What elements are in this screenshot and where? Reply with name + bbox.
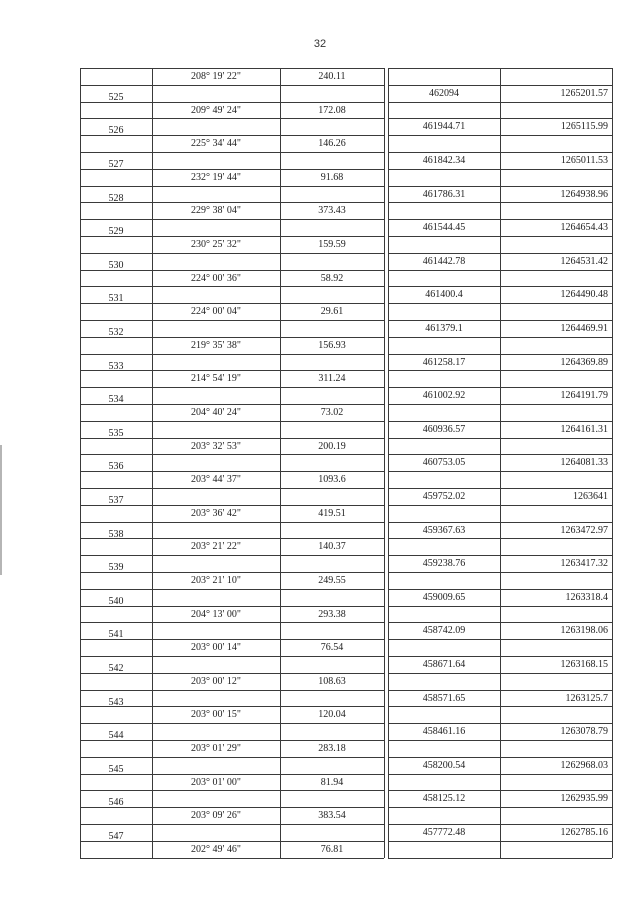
coordinate-y xyxy=(500,155,612,167)
coordinate-y-value: 1263198.06 xyxy=(560,625,608,637)
point-number: 529 xyxy=(108,226,124,238)
coordinate-y xyxy=(500,693,612,705)
table-row-line xyxy=(388,370,612,371)
table-row-line xyxy=(80,824,384,825)
direction-angle: 203° 00' 14" xyxy=(191,642,241,654)
coordinate-y-value: 1264938.96 xyxy=(560,188,608,200)
point-number: 543 xyxy=(108,696,124,708)
table-row-line xyxy=(80,522,384,523)
segment-length: 76.81 xyxy=(320,843,344,855)
coordinate-y-value: 1263318.4 xyxy=(565,591,608,603)
coordinate-y-value: 1263641 xyxy=(573,491,608,502)
direction-angle: 202° 49' 46" xyxy=(191,843,241,855)
coordinate-y xyxy=(500,491,612,503)
coordinate-x: 458742.09 xyxy=(422,625,466,637)
coordinate-x: 461786.31 xyxy=(422,188,466,200)
direction-angle: 229° 38' 04" xyxy=(191,205,241,217)
direction-angle: 203° 00' 12" xyxy=(191,675,241,687)
point-number: 538 xyxy=(108,528,124,540)
coordinate-y-value: 1264369.89 xyxy=(560,356,608,368)
table-row-line xyxy=(388,320,612,321)
point-number: 530 xyxy=(108,259,124,271)
segment-length: 249.55 xyxy=(318,575,346,586)
table-row-line xyxy=(80,555,384,556)
direction-angle: 203° 01' 00" xyxy=(191,776,241,788)
coordinate-y-value: 1263078.79 xyxy=(560,726,608,738)
coordinate-y xyxy=(500,793,612,805)
coordinate-x: 457772.48 xyxy=(422,827,466,838)
table-row-line xyxy=(80,454,384,455)
segment-length: 140.37 xyxy=(318,541,346,553)
segment-length: 76.54 xyxy=(320,642,344,654)
segment-length: 120.04 xyxy=(318,709,346,721)
direction-angle: 203° 01' 29" xyxy=(191,743,241,754)
table-row-line xyxy=(388,303,612,304)
table-row-line xyxy=(80,387,384,388)
table-row-line xyxy=(388,438,612,439)
coordinate-y-value: 1264531.42 xyxy=(560,255,608,267)
direction-angle: 208° 19' 22" xyxy=(191,71,241,82)
coordinate-y xyxy=(500,558,612,570)
direction-angle: 224° 00' 36" xyxy=(191,272,241,284)
coordinate-y-value: 1262935.99 xyxy=(560,793,608,805)
segment-length: 156.93 xyxy=(318,339,346,351)
coordinate-y-value: 1264161.31 xyxy=(560,423,608,435)
table-row-line xyxy=(388,471,612,472)
coordinate-y-value: 1263168.15 xyxy=(560,659,608,670)
coordinate-x: 459367.63 xyxy=(422,524,466,536)
table-row-line xyxy=(388,522,612,523)
segment-length: 29.61 xyxy=(320,306,344,318)
coordinate-x: 458671.64 xyxy=(422,659,466,670)
direction-angle: 230° 25' 32" xyxy=(191,239,241,250)
point-number: 544 xyxy=(108,730,124,742)
coordinate-y-value: 1264654.43 xyxy=(560,222,608,234)
segment-length: 58.92 xyxy=(320,272,344,284)
point-number: 532 xyxy=(108,327,124,338)
table-row-line xyxy=(80,286,384,287)
table-row-line xyxy=(80,858,384,859)
coordinate-y-value: 1262785.16 xyxy=(560,827,608,838)
point-number: 528 xyxy=(108,192,124,204)
table-row-line xyxy=(80,656,384,657)
table-row-line xyxy=(80,186,384,187)
table-row-line xyxy=(80,68,384,69)
table-row-line xyxy=(80,354,384,355)
table-row-line xyxy=(388,723,612,724)
direction-angle: 224° 00' 04" xyxy=(191,306,241,318)
coordinate-y xyxy=(500,424,612,436)
table-row-line xyxy=(388,690,612,691)
table-row-line xyxy=(80,219,384,220)
coordinate-y-value: 1264490.48 xyxy=(560,289,608,301)
coordinate-y-value: 1262968.03 xyxy=(560,759,608,771)
table-row-line xyxy=(388,555,612,556)
coordinate-y-value: 1265011.53 xyxy=(560,155,608,166)
direction-angle: 203° 09' 26" xyxy=(191,810,241,822)
point-number: 531 xyxy=(108,293,124,305)
direction-angle: 203° 21' 22" xyxy=(191,541,241,553)
table-row-line xyxy=(388,118,612,119)
coordinate-y-value: 1265115.99 xyxy=(560,121,608,133)
coordinate-y xyxy=(500,457,612,469)
table-row-line xyxy=(388,102,612,103)
point-number: 542 xyxy=(108,663,124,674)
direction-angle: 203° 00' 15" xyxy=(191,709,241,721)
table-row-line xyxy=(388,68,612,69)
table-row-line xyxy=(80,85,384,86)
table-row-line xyxy=(80,757,384,758)
coordinate-y xyxy=(500,390,612,402)
coordinate-x: 458200.54 xyxy=(422,759,466,771)
table-row-line xyxy=(80,690,384,691)
table-row-line xyxy=(80,152,384,153)
table-row-line xyxy=(388,706,612,707)
coordinate-y xyxy=(500,760,612,772)
coordinate-x: 462094 xyxy=(429,87,459,99)
table-row-line xyxy=(388,286,612,287)
table-row-line xyxy=(80,118,384,119)
coordinate-x: 461379.1 xyxy=(425,323,463,334)
coordinate-x: 461944.71 xyxy=(422,121,466,133)
direction-angle: 225° 34' 44" xyxy=(191,138,241,150)
table-row-line xyxy=(388,387,612,388)
segment-length: 108.63 xyxy=(318,675,346,687)
coordinate-x: 461400.4 xyxy=(425,289,463,301)
segment-length: 91.68 xyxy=(320,171,344,183)
point-number: 534 xyxy=(108,394,124,406)
direction-angle: 204° 13' 00" xyxy=(191,608,241,620)
coordinate-x: 461442.78 xyxy=(422,255,466,267)
table-row-line xyxy=(388,404,612,405)
direction-angle: 209° 49' 24" xyxy=(191,104,241,116)
point-number: 525 xyxy=(108,91,124,103)
coordinate-y-value: 1264191.79 xyxy=(560,390,608,402)
coordinate-x: 459238.76 xyxy=(422,558,466,570)
table-row-line xyxy=(388,572,612,573)
table-row-line xyxy=(388,135,612,136)
scan-edge-mark xyxy=(0,445,2,575)
table-row-line xyxy=(388,354,612,355)
table-row-line xyxy=(388,639,612,640)
coordinate-x: 459752.02 xyxy=(422,491,466,502)
coordinate-y xyxy=(500,222,612,234)
table-row-line xyxy=(80,320,384,321)
coordinate-y xyxy=(500,357,612,369)
table-row-line xyxy=(388,807,612,808)
table-row-line xyxy=(388,673,612,674)
point-number: 541 xyxy=(108,629,124,641)
coordinate-y xyxy=(500,625,612,637)
point-number: 536 xyxy=(108,461,124,473)
table-row-line xyxy=(388,85,612,86)
table-row-line xyxy=(388,538,612,539)
table-row-line xyxy=(388,622,612,623)
coordinate-y-value: 1264469.91 xyxy=(560,323,608,334)
segment-length: 311.24 xyxy=(318,373,346,385)
segment-length: 1093.6 xyxy=(318,474,346,486)
direction-angle: 203° 44' 37" xyxy=(191,474,241,486)
coordinate-y xyxy=(500,189,612,201)
segment-length: 172.08 xyxy=(318,104,346,116)
direction-angle: 203° 36' 42" xyxy=(191,507,241,519)
table-row-line xyxy=(388,606,612,607)
table-row-line xyxy=(388,505,612,506)
segment-length: 240.11 xyxy=(318,71,346,82)
table-row-line xyxy=(388,841,612,842)
table-row-line xyxy=(388,740,612,741)
point-number: 533 xyxy=(108,360,124,372)
coordinate-x: 461842.34 xyxy=(422,155,466,166)
coordinate-x: 460753.05 xyxy=(422,457,466,469)
coordinate-x: 461002.92 xyxy=(422,390,466,402)
table-row-line xyxy=(80,253,384,254)
coordinate-y xyxy=(500,827,612,839)
direction-angle: 219° 35' 38" xyxy=(191,339,241,351)
coordinate-x: 458571.65 xyxy=(422,692,466,704)
table-column-line xyxy=(612,68,613,858)
coordinate-x: 461258.17 xyxy=(422,356,466,368)
point-number: 527 xyxy=(108,159,124,170)
coordinate-x: 461544.45 xyxy=(422,222,466,234)
table-row-line xyxy=(388,253,612,254)
coordinate-y xyxy=(500,121,612,133)
point-number: 539 xyxy=(108,562,124,574)
table-row-line xyxy=(388,270,612,271)
segment-length: 283.18 xyxy=(318,743,346,754)
table-row-line xyxy=(388,219,612,220)
point-number: 535 xyxy=(108,427,124,439)
table-row-line xyxy=(388,454,612,455)
direction-angle: 203° 21' 10" xyxy=(191,575,241,586)
point-number: 545 xyxy=(108,763,124,775)
segment-length: 383.54 xyxy=(318,810,346,822)
table-row-line xyxy=(388,186,612,187)
table-row-line xyxy=(388,421,612,422)
coordinate-y xyxy=(500,592,612,604)
segment-length: 293.38 xyxy=(318,608,346,620)
table-row-line xyxy=(80,622,384,623)
coordinate-x: 460936.57 xyxy=(422,423,466,435)
segment-length: 419.51 xyxy=(318,507,346,519)
coordinate-y xyxy=(500,525,612,537)
table-row-line xyxy=(388,774,612,775)
table-row-line xyxy=(388,589,612,590)
table-row-line xyxy=(388,824,612,825)
table-row-line xyxy=(388,236,612,237)
table-row-line xyxy=(388,337,612,338)
coordinate-y xyxy=(500,88,612,100)
coordinate-y xyxy=(500,659,612,671)
coordinate-x: 459009.65 xyxy=(422,591,466,603)
table-row-line xyxy=(80,421,384,422)
segment-length: 81.94 xyxy=(320,776,344,788)
table-row-line xyxy=(388,202,612,203)
direction-angle: 204° 40' 24" xyxy=(191,407,241,418)
table-row-line xyxy=(388,656,612,657)
table-row-line xyxy=(80,790,384,791)
segment-length: 73.02 xyxy=(320,407,344,418)
direction-angle: 214° 54' 19" xyxy=(191,373,241,385)
table-row-line xyxy=(80,723,384,724)
table-row-line xyxy=(388,858,612,859)
segment-length: 159.59 xyxy=(318,239,346,250)
coordinate-y-value: 1263125.7 xyxy=(565,692,608,704)
direction-angle: 203° 32' 53" xyxy=(191,440,241,452)
table-row-line xyxy=(80,488,384,489)
point-number: 540 xyxy=(108,595,124,607)
point-number: 546 xyxy=(108,797,124,809)
segment-length: 373.43 xyxy=(318,205,346,217)
segment-length: 200.19 xyxy=(318,440,346,452)
point-number: 537 xyxy=(108,495,124,506)
page-number: 32 xyxy=(313,38,327,50)
direction-angle: 232° 19' 44" xyxy=(191,171,241,183)
coordinate-y xyxy=(500,323,612,335)
coordinate-y xyxy=(500,726,612,738)
coordinate-y xyxy=(500,289,612,301)
table-row-line xyxy=(388,488,612,489)
table-row-line xyxy=(388,790,612,791)
coordinate-y-value: 1264081.33 xyxy=(560,457,608,469)
coordinate-y-value: 1265201.57 xyxy=(560,87,608,99)
segment-length: 146.26 xyxy=(318,138,346,150)
coordinate-y xyxy=(500,256,612,268)
table-column-line xyxy=(384,68,385,858)
point-number: 526 xyxy=(108,125,124,137)
table-row-line xyxy=(80,589,384,590)
table-row-line xyxy=(388,152,612,153)
coordinate-x: 458461.16 xyxy=(422,726,466,738)
coordinate-y-value: 1263417.32 xyxy=(560,558,608,570)
table-row-line xyxy=(388,169,612,170)
table-row-line xyxy=(388,757,612,758)
point-number: 547 xyxy=(108,831,124,842)
coordinate-x: 458125.12 xyxy=(422,793,466,805)
coordinate-y-value: 1263472.97 xyxy=(560,524,608,536)
